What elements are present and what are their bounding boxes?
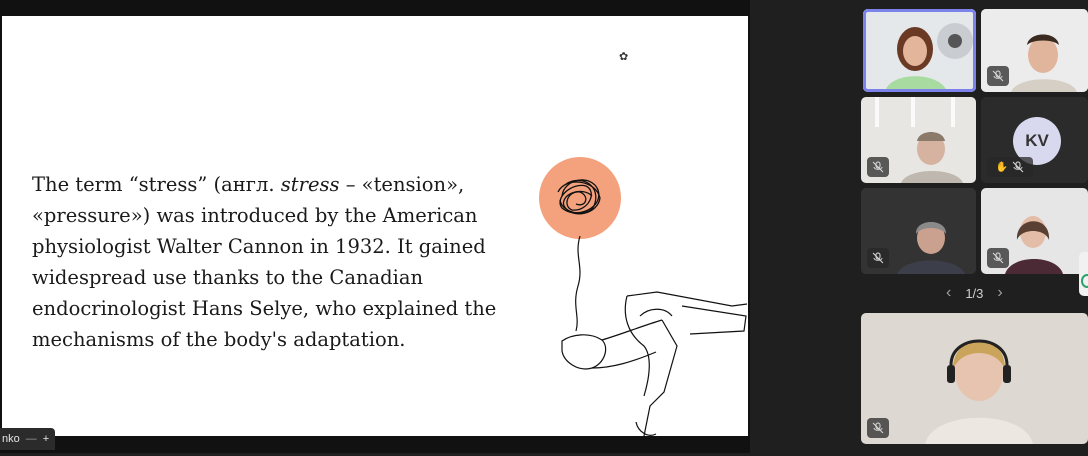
participant-tile-2[interactable] [981,9,1088,92]
presenter-name-tag [0,428,55,450]
mic-off-icon [987,248,1009,268]
slide-line-1-em: stress [280,173,340,196]
slide-line-5: endocrinologist Hans Selye, who explained the [32,297,497,320]
gallery-pager [946,284,1003,302]
participant-tile-4[interactable] [981,97,1088,183]
slide-line-4: widespread use thanks to the Canadian [32,266,424,289]
mic-off-icon [867,248,889,268]
lying-figure [562,292,747,436]
pointer-cursor-icon: ✿ [619,51,629,63]
mic-off-icon [867,157,889,177]
participant-tile-1[interactable] [863,9,976,92]
participant-tile-5[interactable] [861,188,976,274]
minimize-icon[interactable]: — [25,433,37,445]
balloon-circle [539,157,621,239]
slide-line-6: mechanisms of the body's adaptation. [32,328,406,351]
participant-tile-7[interactable] [861,313,1088,444]
slide-line-1b: – «tension», [339,173,465,196]
mic-off-icon [867,418,889,438]
edge-notification-icon[interactable] [1079,252,1088,296]
participant-gallery [858,0,1088,453]
chevron-right-icon[interactable]: › [997,284,1003,301]
mic-off-icon [987,66,1009,86]
chevron-left-icon[interactable]: ‹ [946,284,952,301]
slide-line-1a: The term “stress” (англ. [32,173,281,196]
slide-line-2: «pressure») was introduced by the American [32,204,478,227]
participant-initials-avatar: KV [1013,117,1061,165]
slide-body-text [32,169,502,355]
status-icons [987,157,1033,177]
presenter-name: nko [2,433,20,445]
balloon-string [576,236,580,331]
stress-illustration [532,156,752,456]
presentation-slide [2,16,748,436]
slide-line-3: physiologist Walter Cannon in 1932. It gained [32,235,486,258]
participant-tile-3[interactable] [861,97,976,183]
page-indicator: 1/3 [965,285,984,301]
expand-icon[interactable]: + [42,433,50,445]
participant-tile-6[interactable] [981,188,1088,274]
participant-video [861,313,1088,444]
participant-video [863,9,976,92]
mic-off-icon [1012,161,1024,173]
hand-icon: ✋ [995,161,1009,173]
